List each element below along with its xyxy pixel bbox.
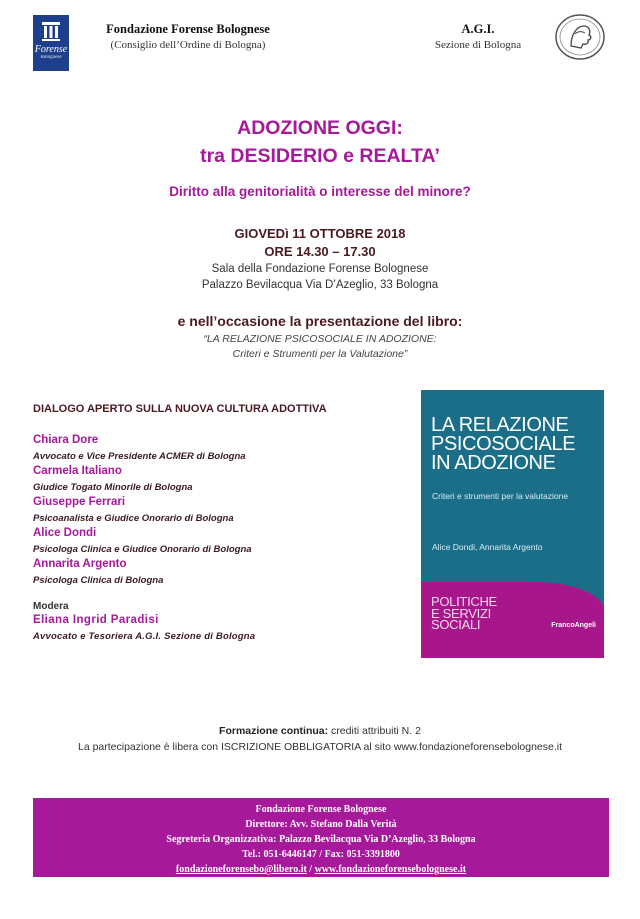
training-credits [0, 725, 640, 737]
moderator-role: Avvocato e Tesoriera A.G.I. Sezione di Bologna [33, 631, 256, 642]
speaker-role: Psicoanalista e Giudice Onorario di Bologna [33, 512, 234, 524]
foundation-subtitle: (Consiglio dell’Ordine di Bologna) [110, 39, 266, 51]
speaker-name: Carmela Italiano [33, 465, 122, 477]
header-left [83, 22, 293, 51]
event-title-line2: tra DESIDERIO e REALTA’ [200, 145, 440, 167]
cover-series [431, 596, 497, 631]
cover-subtitle: Criteri e strumenti per la valutazione [432, 491, 569, 501]
logo-subtext: Bolognese [40, 55, 62, 60]
event-time: ORE 14.30 – 17.30 [264, 244, 376, 259]
foundation-name: Fondazione Forense Bolognese [106, 22, 270, 36]
logo-text: Forense [34, 44, 68, 55]
footer-separator: / [306, 864, 315, 875]
event-date: GIOVEDì 11 OTTOBRE 2018 [234, 226, 406, 241]
book-presentation-heading: e nell’occasione la presentazione del libro: [177, 313, 463, 329]
footer-contacts: Tel.: 051-6446147 / Fax: 051-3391800 [242, 849, 400, 860]
footer-email-link[interactable]: fondazioneforensebo@libero.it [175, 864, 307, 875]
cover-title-line2: PSICOSOCIALE [431, 433, 576, 455]
cover-title-line3: IN ADOZIONE [431, 452, 556, 474]
speaker-role: Psicologa Clinica e Giudice Onorario di Bologna [33, 543, 252, 555]
speaker-role: Avvocato e Vice Presidente ACMER di Bologna [33, 450, 246, 462]
footer-foundation: Fondazione Forense Bolognese [255, 804, 387, 815]
training-label: Formazione continua: [219, 725, 329, 737]
footer-secretariat: Segreteria Organizzativa: Palazzo Bevilacqua Via D’Azeglio, 33 Bologna [166, 834, 476, 845]
columns-icon [39, 19, 63, 43]
speaker-role: Giudice Togato Minorile di Bologna [33, 481, 193, 493]
venue-line2: Palazzo Bevilacqua Via D’Azeglio, 33 Bologna [201, 279, 439, 291]
participation-note: La partecipazione è libera con ISCRIZIONE OBBLIGATORIA al sito www.fondazioneforensebolognese.it [77, 741, 563, 753]
moderator-name: Eliana Ingrid Paradisi [33, 614, 159, 626]
fondazione-logo [33, 15, 69, 71]
footer-director: Direttore: Avv. Stefano Dalla Verità [245, 819, 397, 830]
footer-website-link[interactable]: www.fondazioneforensebolognese.it [314, 864, 467, 875]
cover-series-line2: E SERVIZI [431, 605, 491, 621]
cover-publisher: FrancoAngeli [551, 622, 596, 629]
event-subtitle: Diritto alla genitorialità o interesse del minore? [169, 184, 471, 199]
speaker-name: Annarita Argento [33, 558, 127, 570]
speaker-list [33, 433, 393, 588]
book-cover [421, 390, 604, 658]
footer-links [33, 862, 609, 877]
cover-series-line3: SOCIALI [431, 617, 481, 632]
moderator-label: Modera [33, 601, 69, 612]
event-title-line1: ADOZIONE OGGI: [237, 117, 403, 139]
program-heading: DIALOGO APERTO SULLA NUOVA CULTURA ADOTTIVA [33, 403, 327, 415]
cover-series-line1: POLITICHE [431, 594, 497, 609]
training-text: crediti attribuiti N. 2 [328, 725, 421, 737]
book-title-line2: Criteri e Strumenti per la Valutazione” [232, 348, 408, 360]
agi-name: A.G.I. [461, 22, 495, 36]
agi-section: Sezione di Bologna [434, 39, 522, 51]
speaker-name: Chiara Dore [33, 434, 99, 446]
cover-authors: Alice Dondi, Annarita Argento [432, 542, 543, 552]
cover-title [431, 416, 601, 473]
speaker-name: Giuseppe Ferrari [33, 496, 126, 508]
venue-line1: Sala della Fondazione Forense Bolognese [211, 263, 429, 275]
speaker-role: Psicologa Clinica di Bologna [33, 574, 164, 586]
book-title-line1: “LA RELAZIONE PSICOSOCIALE IN ADOZIONE: [203, 333, 437, 345]
cover-title-line1: LA RELAZIONE [431, 414, 569, 436]
header-right [418, 22, 538, 51]
agi-emblem-icon [553, 12, 607, 62]
speaker-name: Alice Dondi [33, 527, 97, 539]
footer-band [33, 798, 609, 877]
